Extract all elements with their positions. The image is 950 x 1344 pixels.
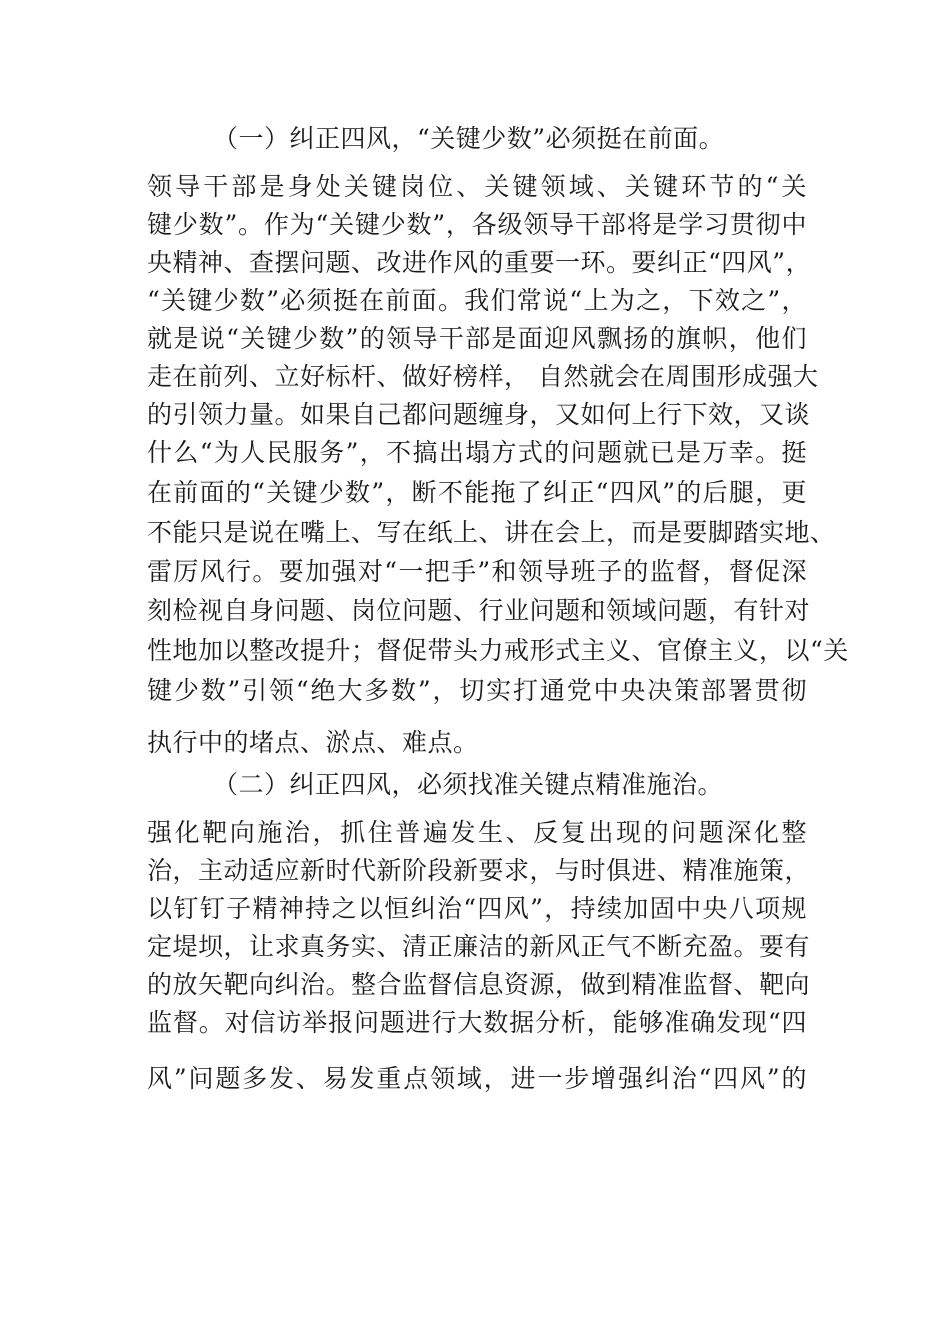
section-2-heading: （二）纠正四风，必须找准关键点精准施治。 — [213, 770, 724, 799]
paragraph-line: 治，主动适应新时代新阶段新要求，与时俱进、精准施策， — [147, 856, 811, 885]
paragraph-line: 不能只是说在嘴上、写在纸上、讲在会上，而是要脚踏实地、 — [147, 518, 836, 547]
paragraph-line: 什么“为人民服务”，不搞出塌方式的问题就已是万幸。挺 — [147, 438, 807, 467]
paragraph-line: 刻检视自身问题、岗位问题、行业问题和领域问题，有针对 — [147, 596, 811, 625]
paragraph-line: 的放矢靶向纠治。整合监督信息资源，做到精准监督、靶向 — [147, 970, 811, 999]
paragraph-line: 的引领力量。如果自己都问题缠身，又如何上行下效，又谈 — [147, 400, 811, 429]
paragraph-line: “关键少数”必须挺在前面。我们常说“上为之，下效之”， — [147, 286, 807, 315]
section-1-heading: （一）纠正四风，“关键少数”必须挺在前面。 — [213, 124, 725, 153]
paragraph-line: 就是说“关键少数”的领导干部是面迎风飘扬的旗帜，他们 — [147, 324, 807, 353]
paragraph-line: 执行中的堵点、淤点、难点。 — [147, 728, 479, 757]
paragraph-line: 雷厉风行。要加强对“一把手”和领导班子的监督，督促深 — [147, 557, 807, 586]
paragraph-line: 风”问题多发、易发重点领域，进一步增强纠治“四风”的 — [147, 1064, 807, 1093]
paragraph-line: 定堤坝，让求真务实、清正廉洁的新风正气不断充盈。要有 — [147, 932, 811, 961]
paragraph-line: 以钉钉子精神持之以恒纠治“四风”，持续加固中央八项规 — [147, 894, 807, 923]
paragraph-line: 领导干部是身处关键岗位、关键领域、关键环节的“关 — [147, 172, 807, 201]
paragraph-line: 键少数”。作为“关键少数”，各级领导干部将是学习贯彻中 — [147, 210, 807, 239]
paragraph-line: 强化靶向施治，抓住普遍发生、反复出现的问题深化整 — [147, 818, 807, 847]
paragraph-line: 走在前列、立好标杆、做好榜样， 自然就会在周围形成强大 — [147, 362, 819, 391]
paragraph-line: 键少数”引领“绝大多数”，切实打通党中央决策部署贯彻 — [147, 676, 807, 705]
paragraph-line: 央精神、查摆问题、改进作风的重要一环。要纠正“四风”， — [147, 248, 812, 277]
paragraph-line: 性地加以整改提升；督促带头力戒形式主义、官僚主义，以“关 — [147, 636, 849, 665]
paragraph-line: 监督。对信访举报问题进行大数据分析，能够准确发现“四 — [147, 1008, 807, 1037]
paragraph-line: 在前面的“关键少数”，断不能拖了纠正“四风”的后腿，更 — [147, 478, 807, 507]
